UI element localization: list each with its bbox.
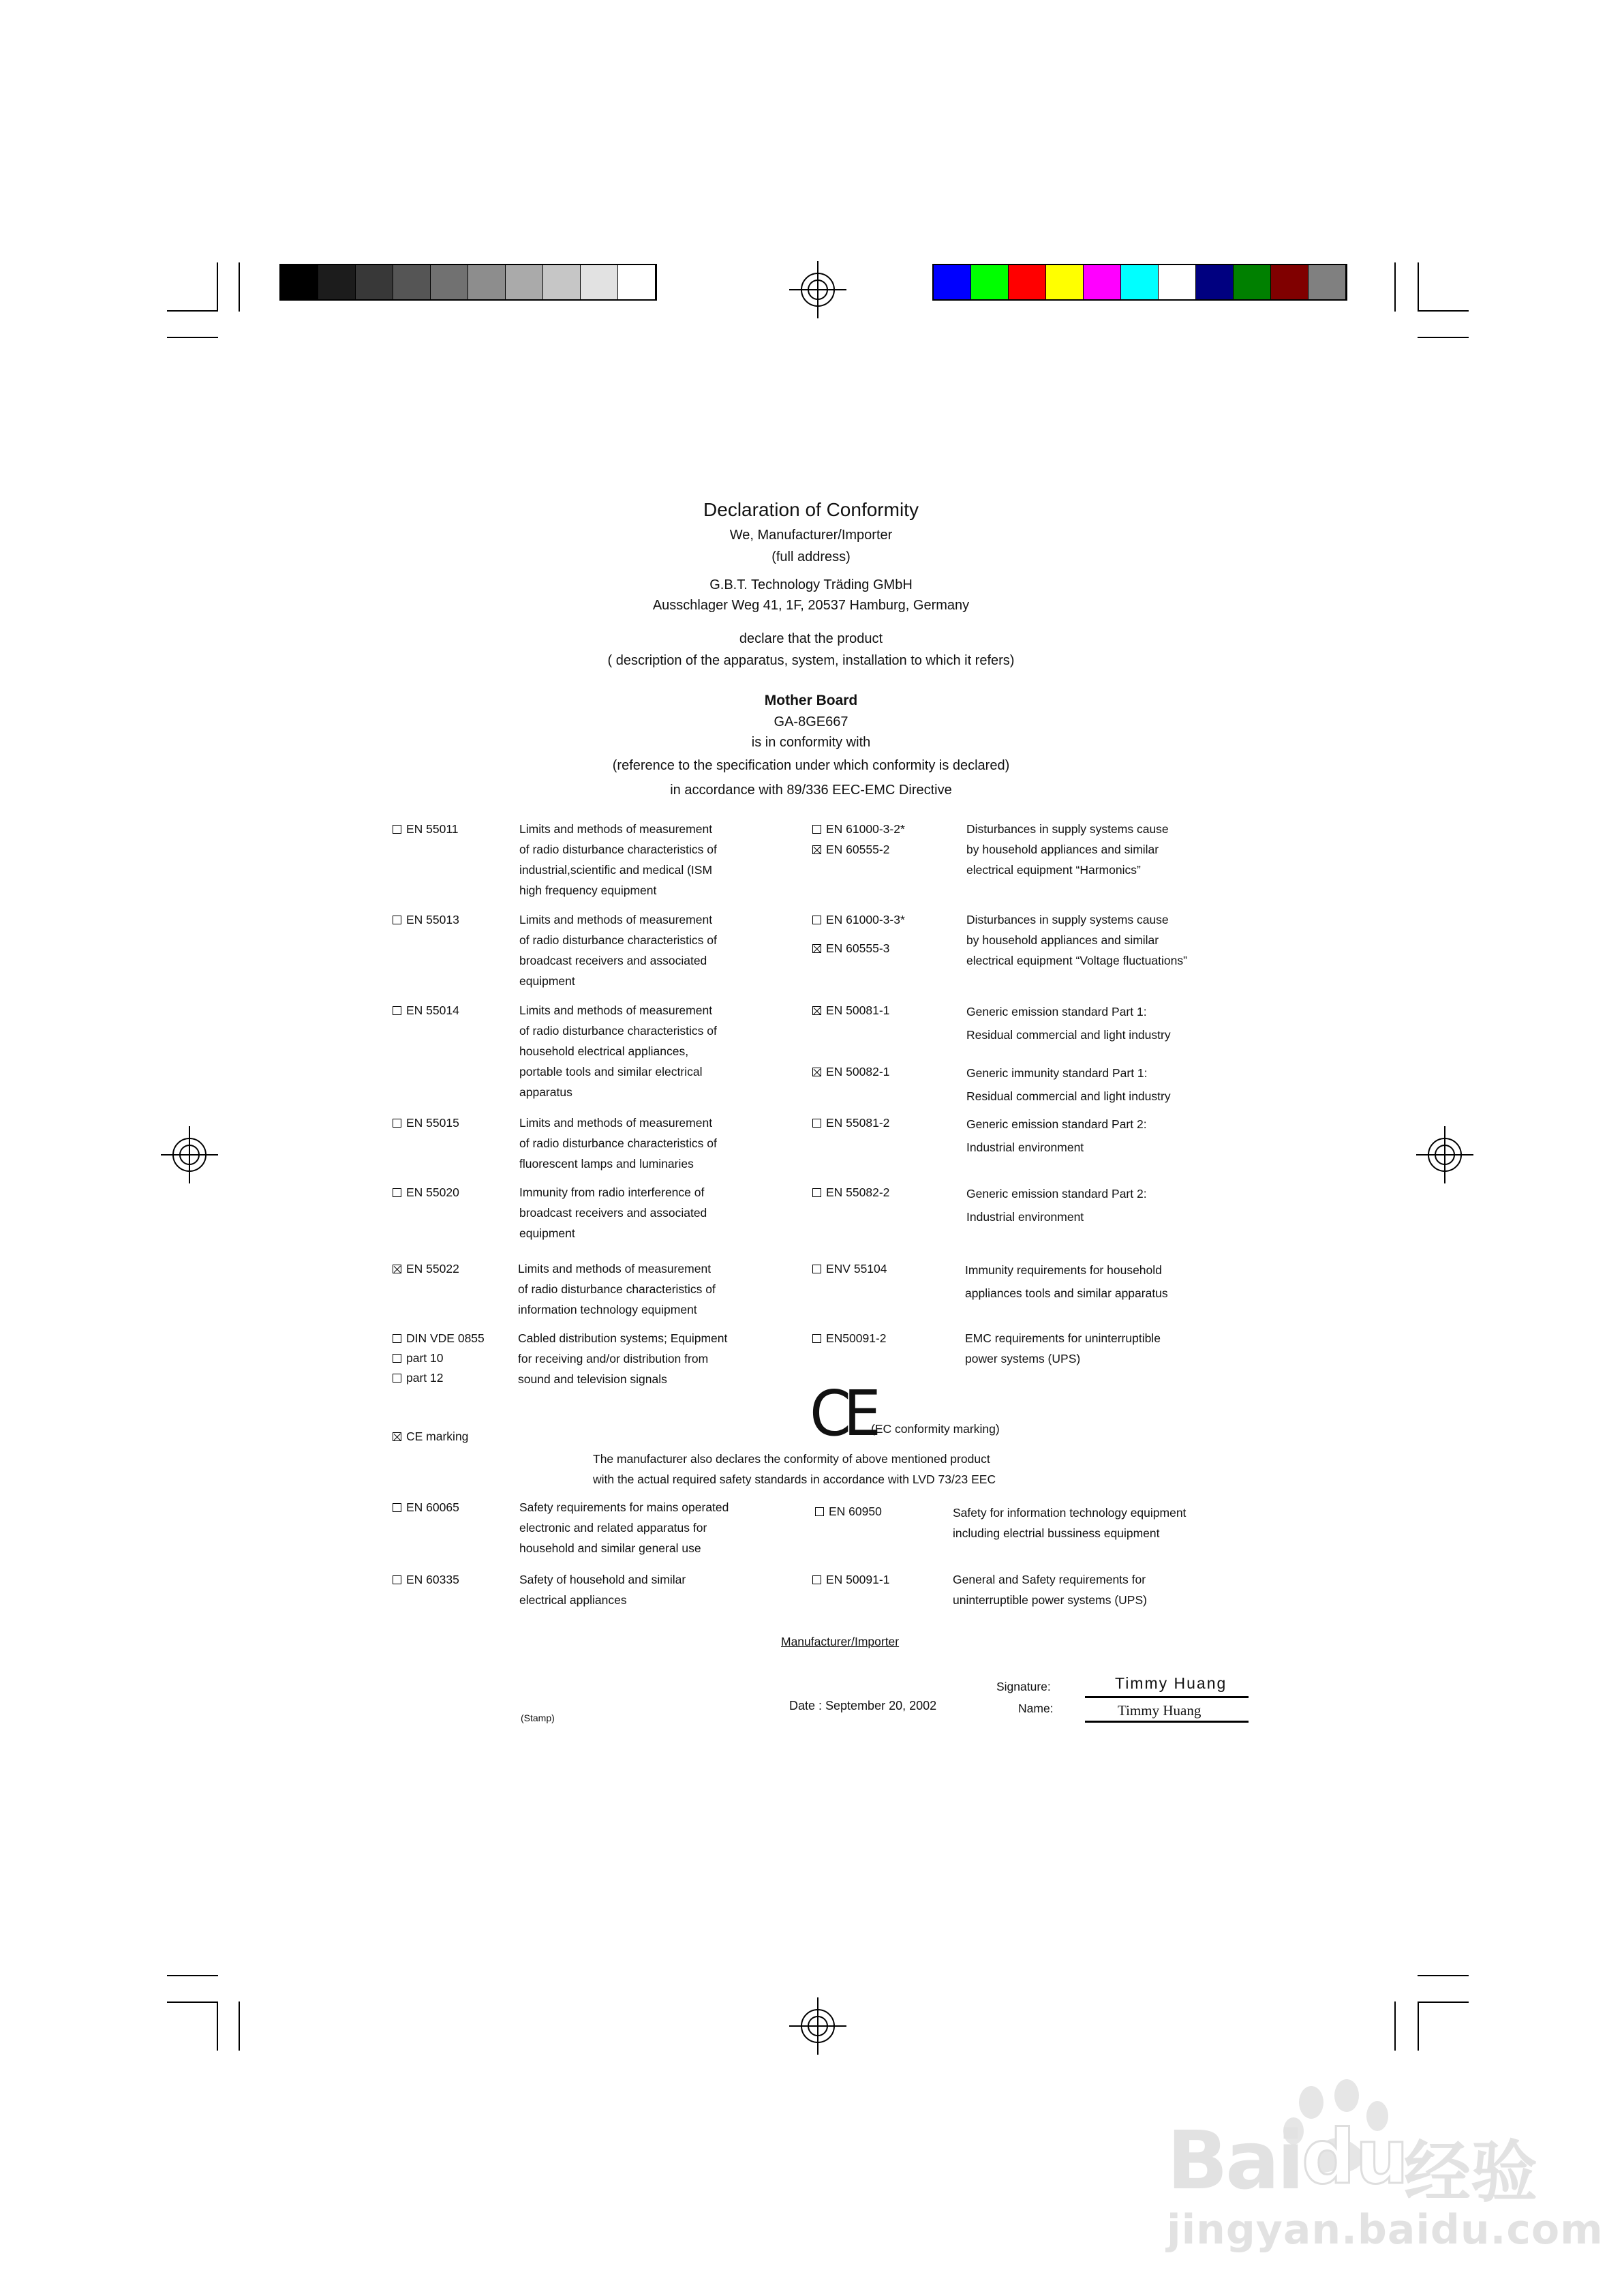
color-swatch [1084, 265, 1121, 299]
registration-mark-icon [789, 1997, 846, 2055]
standard-code: DIN VDE 0855 [393, 1328, 485, 1348]
conformity-line: (reference to the specification under which conformity is declared) [612, 758, 1010, 773]
product-model: GA-8GE667 [774, 714, 848, 729]
standard-code: EN 55020 [393, 1182, 459, 1203]
checkbox-icon [393, 1354, 401, 1363]
color-swatch [318, 265, 356, 299]
standard-code: EN 50091-1 [812, 1569, 889, 1590]
ce-mark-logo: CE [810, 1377, 874, 1450]
color-swatch [1196, 265, 1234, 299]
standard-description: Safety for information technology equipment including electrial bussiness equipment [953, 1506, 1187, 1540]
checked-box-icon [812, 1068, 821, 1076]
standard-code: EN 60555-2 [812, 839, 889, 860]
checkbox-icon [393, 916, 401, 924]
intro-line: We, Manufacturer/Importer [729, 528, 893, 543]
standard-code: EN 61000-3-3* [812, 909, 905, 930]
checkbox-icon [812, 1188, 821, 1197]
color-bar [932, 264, 1347, 301]
registration-mark-icon [161, 1126, 218, 1183]
color-swatch [581, 265, 618, 299]
company-address: Ausschlager Weg 41, 1F, 20537 Hamburg, Germany [652, 598, 970, 613]
signature-line [1085, 1696, 1249, 1698]
standard-code: EN 55081-2 [812, 1113, 889, 1133]
standard-code: EN 55022 [393, 1258, 459, 1279]
color-swatch [356, 265, 393, 299]
standard-code: EN 60555-3 [812, 938, 889, 958]
registration-mark-icon [1416, 1126, 1473, 1183]
checkbox-icon [393, 1503, 401, 1512]
checked-box-icon [812, 944, 821, 953]
checkbox-icon [812, 1119, 821, 1128]
standard-code: EN50091-2 [812, 1328, 887, 1348]
color-swatch [1121, 265, 1159, 299]
checkbox-icon [812, 1265, 821, 1273]
checkbox-icon [393, 1188, 401, 1197]
name-line [1085, 1721, 1249, 1723]
color-swatch [618, 265, 656, 299]
checkbox-icon [815, 1507, 824, 1516]
standard-code: ENV 55104 [812, 1258, 887, 1279]
declare-line: ( description of the apparatus, system, installation to which it refers) [607, 653, 1015, 668]
ce-marking-label: CE marking [393, 1426, 468, 1447]
standard-code: EN 55011 [393, 819, 459, 839]
color-swatch [934, 265, 971, 299]
conformity-line: in accordance with 89/336 EEC-EMC Directive [670, 783, 952, 798]
standard-description: Immunity requirements for household appliances tools and similar apparatus [965, 1263, 1168, 1300]
manufacturer-label: Manufacturer/Importer [781, 1635, 900, 1648]
color-swatch [1159, 265, 1196, 299]
checked-box-icon [812, 1006, 821, 1015]
page-title: Declaration of Conformity [703, 499, 919, 520]
standard-description: Generic emission standard Part 1: Residual commercial and light industry [966, 1005, 1171, 1042]
standard-description: EMC requirements for uninterruptible power systems (UPS) [965, 1331, 1161, 1365]
standard-code: EN 55015 [393, 1113, 459, 1133]
stamp-label: (Stamp) [521, 1712, 555, 1723]
checked-box-icon [393, 1432, 401, 1441]
standard-description: Safety requirements for mains operated electronic and related apparatus for household and similar general use [519, 1500, 729, 1555]
color-swatch [1234, 265, 1271, 299]
color-swatch [1046, 265, 1084, 299]
checkbox-icon [812, 1575, 821, 1584]
grayscale-bar [279, 264, 657, 301]
standard-description: Safety of household and similar electrical appliances [519, 1573, 686, 1607]
standard-description: General and Safety requirements for uninterruptible power systems (UPS) [953, 1573, 1147, 1607]
safety-statement: with the actual required safety standards in accordance with LVD 73/23 EEC [593, 1472, 996, 1486]
standard-code: EN 55013 [393, 909, 459, 930]
color-swatch [281, 265, 318, 299]
safety-statement: The manufacturer also declares the conformity of above mentioned product [593, 1452, 990, 1466]
checkbox-icon [812, 825, 821, 834]
standard-code: EN 50081-1 [812, 1000, 889, 1021]
checkbox-icon [812, 1334, 821, 1343]
color-swatch [1309, 265, 1346, 299]
declare-line: declare that the product [739, 631, 883, 646]
name-label: Name: [1018, 1702, 1054, 1715]
checkbox-icon [812, 916, 821, 924]
standard-code: part 12 [393, 1368, 443, 1388]
standard-code: EN 60065 [393, 1497, 459, 1517]
standard-description: Immunity from radio interference of broadcast receivers and associated equipment [519, 1185, 707, 1240]
signature-label: Signature: [996, 1680, 1051, 1693]
standard-description: Generic emission standard Part 2: Industrial environment [966, 1187, 1147, 1224]
checkbox-icon [393, 1575, 401, 1584]
color-swatch [1271, 265, 1309, 299]
company-name: G.B.T. Technology Träding GMbH [709, 577, 913, 592]
standard-description: Limits and methods of measurement of radio disturbance characteristics of household electrical appliances, portable tools and similar electrical apparatus [519, 1003, 717, 1099]
ce-note: (EC conformity marking) [871, 1422, 1000, 1436]
color-swatch [468, 265, 506, 299]
conformity-line: is in conformity with [751, 735, 871, 750]
checkbox-icon [393, 1119, 401, 1128]
checkbox-icon [393, 1374, 401, 1383]
printed-name: Timmy Huang [1118, 1702, 1202, 1719]
standard-description: Disturbances in supply systems cause by household appliances and similar electrical equipment “Harmonics” [966, 822, 1169, 877]
color-swatch [506, 265, 543, 299]
color-swatch [393, 265, 431, 299]
standard-code: EN 61000-3-2* [812, 819, 905, 839]
standard-description: Limits and methods of measurement of radio disturbance characteristics of information technology equipment [518, 1262, 716, 1316]
standard-description: Limits and methods of measurement of radio disturbance characteristics of industrial,scientific and medical (ISM high frequency equipment [519, 822, 717, 897]
checked-box-icon [812, 845, 821, 854]
standard-code: part 10 [393, 1348, 443, 1368]
product-name: Mother Board [764, 693, 858, 708]
checkbox-icon [393, 1334, 401, 1343]
standard-description: Cabled distribution systems; Equipment for receiving and/or distribution from sound and television signals [518, 1331, 728, 1386]
standard-description: Limits and methods of measurement of radio disturbance characteristics of broadcast receivers and associated equipment [519, 913, 717, 988]
standard-code: EN 60950 [815, 1501, 882, 1522]
signature: Timmy Huang [1115, 1674, 1227, 1692]
color-swatch [543, 265, 581, 299]
color-swatch [1009, 265, 1046, 299]
standard-code: EN 60335 [393, 1569, 459, 1590]
standard-description: Generic immunity standard Part 1: Residual commercial and light industry [966, 1066, 1171, 1103]
intro-line: (full address) [771, 549, 851, 564]
checkbox-icon [393, 825, 401, 834]
color-swatch [971, 265, 1009, 299]
color-swatch [431, 265, 468, 299]
checkbox-icon [393, 1006, 401, 1015]
standard-code: EN 50082-1 [812, 1061, 889, 1082]
registration-mark-icon [789, 261, 846, 318]
standard-description: Disturbances in supply systems cause by household appliances and similar electrical equipment “Voltage fluctuations” [966, 913, 1187, 967]
standard-description: Generic emission standard Part 2: Industrial environment [966, 1117, 1147, 1154]
standard-description: Limits and methods of measurement of radio disturbance characteristics of fluorescent lamps and luminaries [519, 1116, 717, 1170]
date-text: Date : September 20, 2002 [789, 1699, 937, 1712]
checked-box-icon [393, 1265, 401, 1273]
standard-code: EN 55014 [393, 1000, 459, 1021]
standard-code: EN 55082-2 [812, 1182, 889, 1203]
